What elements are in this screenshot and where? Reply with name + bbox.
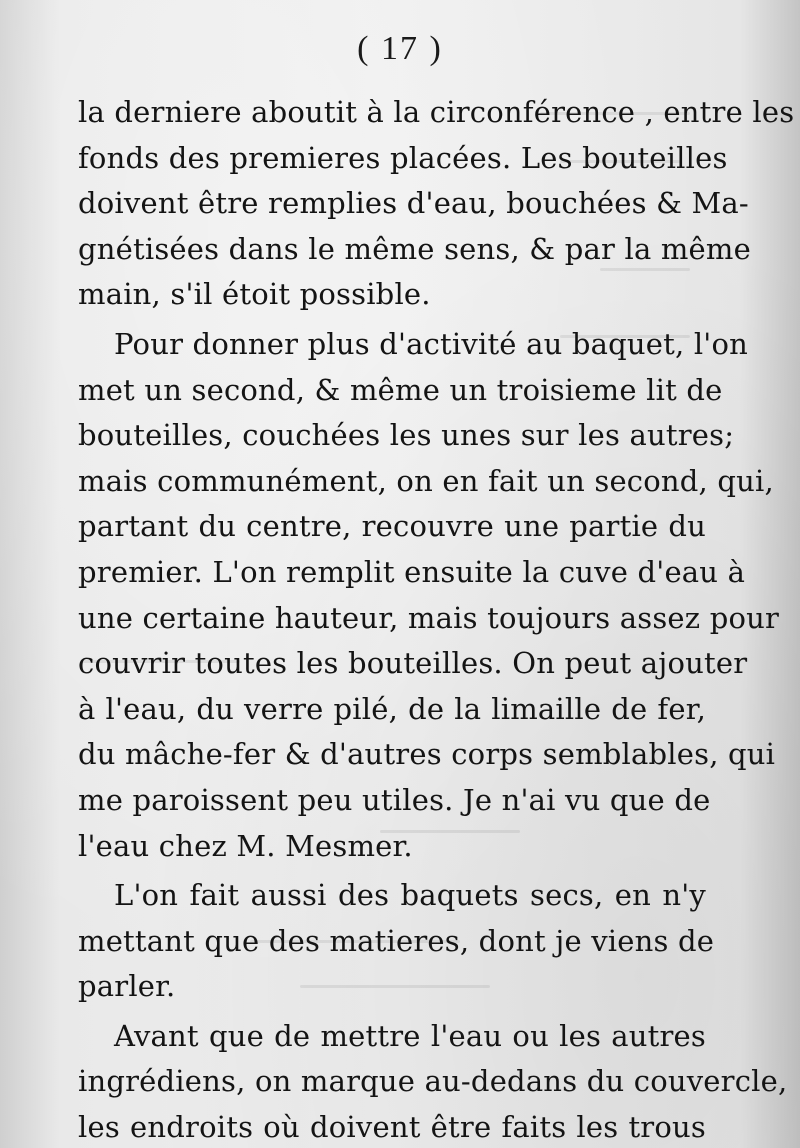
text-line: met un second, & même un troisieme lit de xyxy=(78,372,723,407)
text-line: mettant que des matieres, dont je viens de xyxy=(78,923,715,958)
paragraph-3 xyxy=(78,873,715,1010)
text-line: partant du centre, recouvre une partie du xyxy=(78,509,706,544)
text-line: à l'eau, du verre pilé, de la limaille de fer, xyxy=(78,691,706,726)
text-line: ingrédiens, on marque au-dedans du couvercle, xyxy=(78,1064,788,1099)
text-line: me paroissent peu utiles. Je n'ai vu que de xyxy=(78,782,711,817)
paragraph-4 xyxy=(78,1014,788,1148)
text-line: une certaine hauteur, mais toujours assez pour xyxy=(78,600,780,635)
text-line: couvrir toutes les bouteilles. On peut ajouter xyxy=(78,646,748,681)
text-line: bouteilles, couchées les unes sur les autres; xyxy=(78,418,735,453)
body-text xyxy=(78,90,795,1148)
text-line: Avant que de mettre l'eau ou les autres xyxy=(114,1018,706,1053)
page-number: ( 17 ) xyxy=(357,30,443,67)
text-line: du mâche-fer & d'autres corps semblables, qui xyxy=(78,737,776,772)
text-line: fonds des premieres placées. Les bouteilles xyxy=(78,140,728,175)
text-line: parler. xyxy=(78,969,176,1004)
paragraph-2 xyxy=(78,322,780,869)
text-line: L'on fait aussi des baquets secs, en n'y xyxy=(114,878,706,913)
text-line: mais communément, on en fait un second, qui, xyxy=(78,463,774,498)
text-line: la derniere aboutit à la circonférence , entre les xyxy=(78,95,795,129)
text-line: premier. L'on remplit ensuite la cuve d'eau à xyxy=(78,554,746,589)
text-line: l'eau chez M. Mesmer. xyxy=(78,828,413,863)
text-line: main, s'il étoit possible. xyxy=(78,277,431,312)
text-line: Pour donner plus d'activité au baquet, l'on xyxy=(114,326,748,361)
text-line: gnétisées dans le même sens, & par la même xyxy=(78,231,751,266)
paragraph-1 xyxy=(78,90,795,318)
text-line: les endroits où doivent être faits les trous xyxy=(78,1110,706,1145)
text-line: doivent être remplies d'eau, bouchées & Ma- xyxy=(78,186,749,221)
